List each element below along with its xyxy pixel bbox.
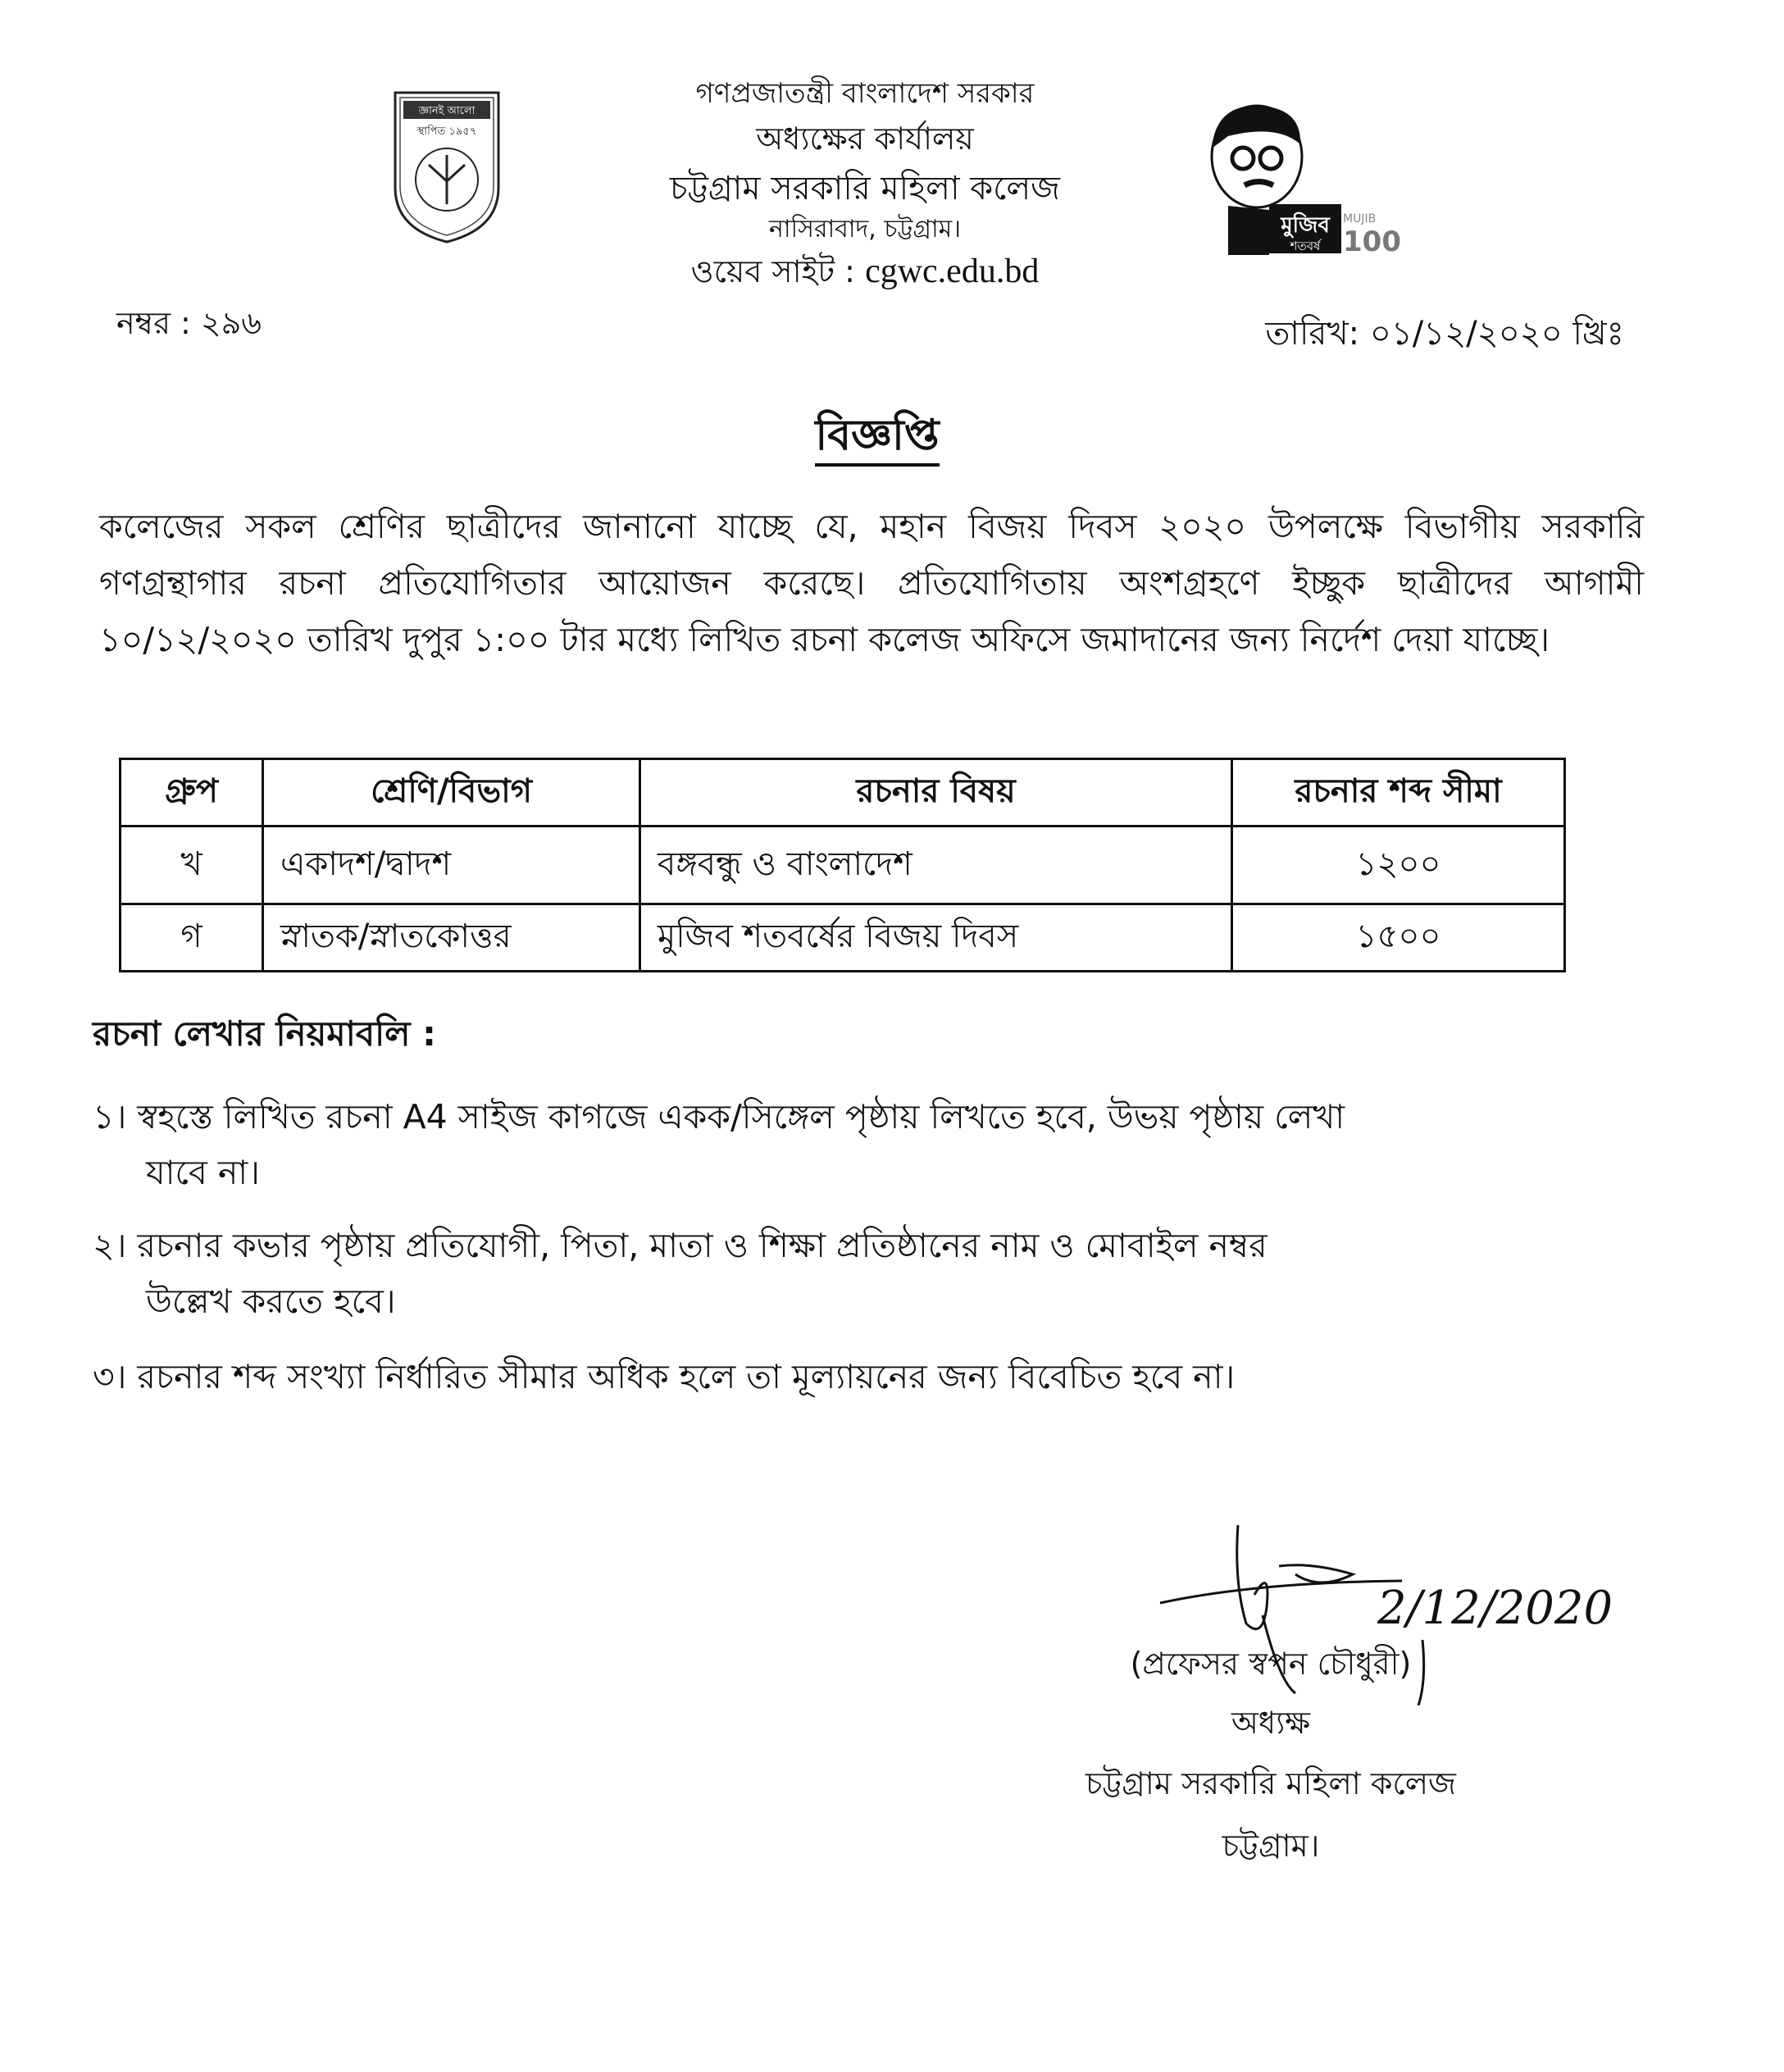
svg-text:MUJIB: MUJIB bbox=[1343, 212, 1377, 225]
svg-text:মুজিব: মুজিব bbox=[1281, 213, 1330, 238]
website-link[interactable]: cgwc.edu.bd bbox=[865, 253, 1040, 290]
rule-number: ২। bbox=[93, 1226, 127, 1265]
website-line bbox=[574, 248, 1156, 300]
mujib-100-logo bbox=[1179, 99, 1409, 255]
website-label: ওয়েব সাইট : bbox=[690, 253, 866, 289]
svg-text:জ্ঞানই আলো: জ্ঞানই আলো bbox=[418, 105, 476, 117]
rule-item bbox=[93, 1089, 1486, 1200]
signatory-institution: চট্টগ্রাম সরকারি মহিলা কলেজ bbox=[1085, 1765, 1457, 1801]
svg-text:শতবর্ষ: শতবর্ষ bbox=[1290, 239, 1321, 253]
rule-number: ৩। bbox=[93, 1357, 127, 1396]
table-row bbox=[121, 904, 1565, 972]
cell-group: গ bbox=[121, 904, 263, 972]
signatory-name: (প্রফেসর স্বপন চৌধুরী) bbox=[1130, 1646, 1412, 1682]
office-name: অধ্যক্ষের কার্যালয় bbox=[756, 121, 974, 157]
signatory-designation: অধ্যক্ষ bbox=[1231, 1705, 1310, 1741]
rule-number: ১। bbox=[93, 1097, 127, 1136]
rules-heading: রচনা লেখার নিয়মাবলি : bbox=[93, 1013, 436, 1054]
cell-group: খ bbox=[121, 827, 263, 904]
table-row bbox=[121, 827, 1565, 904]
title-text: বিজ্ঞপ্তি bbox=[815, 411, 939, 467]
column-header: রচনার বিষয় bbox=[640, 759, 1232, 827]
rule-item bbox=[93, 1349, 1486, 1405]
reference-number: নম্বর : ২৯৬ bbox=[116, 305, 262, 341]
column-header: গ্রুপ bbox=[121, 759, 263, 827]
notice-body: কলেজের সকল শ্রেণির ছাত্রীদের জানানো যাচ্ছে যে, মহান বিজয় দিবস ২০২০ উপলক্ষে বিভাগীয় সরকারি গণগ্রন্থাগার রচনা প্রতিযোগিতার আয়োজন করেছে। প্রতিযোগিতায় অংশগ্রহণে ইচ্ছুক ছাত্রীদের আগামী ১০/১২/২০২০ তারিখ দুপুর ১:০০ টার মধ্যে লিখিত রচনা কলেজ অফিসে জমাদানের জন্য নির্দেশ দেয়া যাচ্ছে। bbox=[99, 507, 1644, 659]
signatory-city: চট্টগ্রাম। bbox=[1222, 1828, 1320, 1864]
competition-table bbox=[119, 758, 1566, 972]
notice-title bbox=[0, 402, 1754, 473]
rule-text: স্বহস্তে লিখিত রচনা A4 সাইজ কাগজে একক/সিঙ্গেল পৃষ্ঠায় লিখতে হবে, উভয় পৃষ্ঠায় লেখা bbox=[137, 1097, 1345, 1136]
cell-word-limit: ১৫০০ bbox=[1232, 904, 1565, 972]
government-name: গণপ্রজাতন্ত্রী বাংলাদেশ সরকার bbox=[695, 77, 1035, 110]
cell-word-limit: ১২০০ bbox=[1232, 827, 1565, 904]
rule-text-continued: যাবে না। bbox=[146, 1153, 260, 1192]
column-header: রচনার শব্দ সীমা bbox=[1232, 759, 1565, 827]
rule-item bbox=[93, 1218, 1486, 1329]
college-address: নাসিরাবাদ, চট্টগ্রাম। bbox=[768, 215, 962, 244]
notice-date: তারিখ: ০১/১২/২০২০ খ্রিঃ bbox=[1265, 315, 1624, 353]
rule-text-continued: উল্লেখ করতে হবে। bbox=[146, 1282, 396, 1321]
cell-class: একাদশ/দ্বাদশ bbox=[263, 827, 640, 904]
table-header-row bbox=[121, 759, 1565, 827]
college-logo bbox=[392, 89, 502, 245]
handwritten-date: 2/12/2020 bbox=[1377, 1582, 1613, 1635]
rule-text: রচনার কভার পৃষ্ঠায় প্রতিযোগী, পিতা, মাতা ও শিক্ষা প্রতিষ্ঠানের নাম ও মোবাইল নম্বর bbox=[137, 1226, 1267, 1265]
cell-topic: মুজিব শতবর্ষের বিজয় দিবস bbox=[640, 904, 1232, 972]
rule-text: রচনার শব্দ সংখ্যা নির্ধারিত সীমার অধিক হলে তা মূল্যায়নের জন্য বিবেচিত হবে না। bbox=[137, 1357, 1236, 1396]
college-name: চট্টগ্রাম সরকারি মহিলা কলেজ bbox=[670, 170, 1060, 207]
column-header: শ্রেণি/বিভাগ bbox=[263, 759, 640, 827]
cell-class: স্নাতক/স্নাতকোত্তর bbox=[263, 904, 640, 972]
svg-text:স্থাপিত ১৯৫৭: স্থাপিত ১৯৫৭ bbox=[416, 125, 477, 138]
cell-topic: বঙ্গবন্ধু ও বাংলাদেশ bbox=[640, 827, 1232, 904]
svg-text:100: 100 bbox=[1343, 225, 1401, 255]
